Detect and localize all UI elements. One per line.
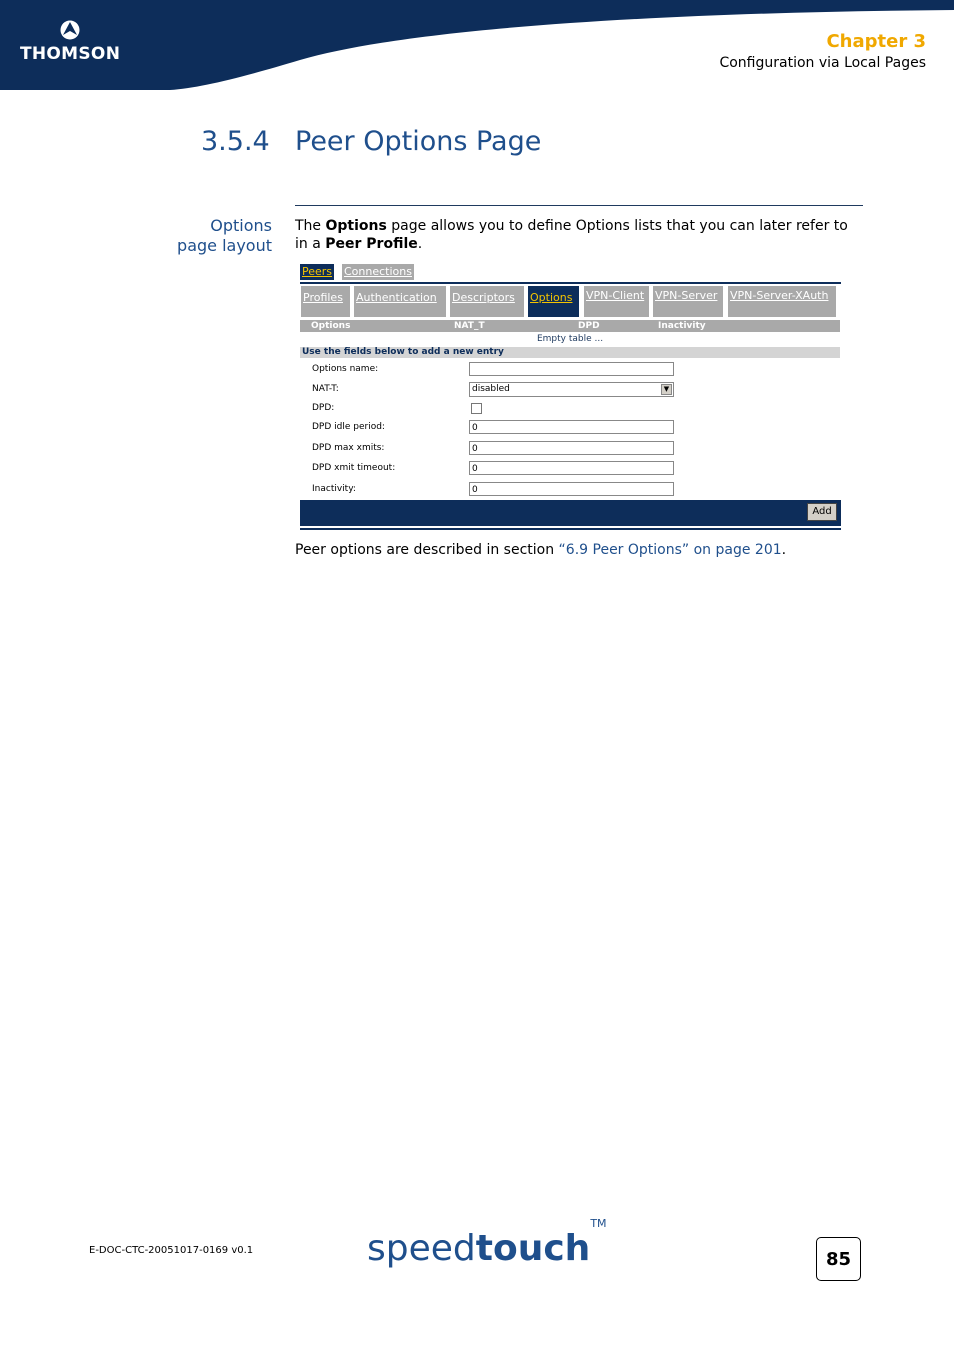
subtab-vpn-server[interactable] xyxy=(653,286,723,317)
sidebar-heading-line-1: Options xyxy=(210,216,272,235)
page-number: 85 xyxy=(816,1237,861,1281)
add-entry-bar: Use the fields below to add a new entry xyxy=(300,347,840,358)
closing-text: Peer options are described in section xyxy=(295,542,559,558)
subtab-options[interactable]: Options xyxy=(528,286,579,317)
subtab-vpn-client[interactable] xyxy=(584,286,649,317)
intro-bold-options: Options xyxy=(325,218,387,234)
chevron-down-icon[interactable]: ▼ xyxy=(661,384,672,395)
subtab-vpn-server-xauth[interactable] xyxy=(728,286,836,317)
action-bar xyxy=(300,500,841,528)
subtab-vpn-client-label: VPN-Client xyxy=(586,289,645,302)
table-header xyxy=(300,320,840,332)
thomson-logo xyxy=(20,20,120,64)
subtab-profiles[interactable]: Profiles xyxy=(301,286,350,317)
intro-text-1: The xyxy=(295,218,326,234)
empty-table-text: Empty table ... xyxy=(536,334,604,344)
closing-end: . xyxy=(781,542,787,558)
label-options-name: Options name: xyxy=(312,364,379,374)
col-options: Options xyxy=(311,321,351,331)
subtab-vpn-server-label: VPN-Server xyxy=(655,289,718,302)
chapter-label: Chapter 3 xyxy=(826,31,926,52)
nat-t-select[interactable] xyxy=(469,382,674,397)
section-rule xyxy=(295,205,863,206)
chapter-subtitle: Configuration via Local Pages xyxy=(719,55,926,71)
cross-reference-link[interactable]: “6.9 Peer Options” on page 201 xyxy=(558,542,782,558)
closing-paragraph xyxy=(295,541,865,559)
label-dpd-idle: DPD idle period: xyxy=(312,422,385,432)
options-name-input[interactable] xyxy=(469,362,674,376)
sidebar-heading-line-2: page layout xyxy=(177,236,272,255)
dpd-checkbox[interactable] xyxy=(471,403,482,414)
tab-peers[interactable]: Peers xyxy=(302,265,333,278)
speedtouch-logo xyxy=(367,1217,607,1269)
section-number: 3.5.4 xyxy=(201,126,270,157)
nat-t-value: disabled xyxy=(472,384,510,394)
thomson-logo-icon xyxy=(59,20,81,40)
brand-bold: touch xyxy=(475,1228,591,1269)
col-nat-t: NAT_T xyxy=(454,321,485,331)
dpd-max-input[interactable]: 0 xyxy=(469,441,674,455)
add-button[interactable]: Add xyxy=(807,503,837,521)
sidebar-heading xyxy=(177,216,272,256)
dpd-idle-input[interactable]: 0 xyxy=(469,420,674,434)
subtab-descriptors[interactable]: Descriptors xyxy=(450,286,524,317)
dpd-timeout-input[interactable]: 0 xyxy=(469,461,674,475)
intro-text-3: . xyxy=(417,236,423,252)
label-nat-t: NAT-T: xyxy=(312,384,339,394)
intro-text-2: page allows you to define Options lists that you can later refer to in a xyxy=(295,218,848,252)
peer-options-screenshot xyxy=(300,262,841,528)
logo-text: THOMSON xyxy=(20,44,121,64)
label-dpd-timeout: DPD xmit timeout: xyxy=(312,463,396,473)
label-dpd-max: DPD max xmits: xyxy=(312,443,385,453)
inactivity-input[interactable]: 0 xyxy=(469,482,674,496)
label-dpd: DPD: xyxy=(312,403,335,413)
nav-divider xyxy=(300,282,841,284)
col-inactivity: Inactivity xyxy=(658,321,706,331)
intro-paragraph xyxy=(295,217,865,253)
subtab-authentication[interactable]: Authentication xyxy=(354,286,446,317)
col-dpd: DPD xyxy=(578,321,600,331)
subtab-vpn-server-xauth-label: VPN-Server-XAuth xyxy=(730,289,829,302)
intro-bold-peer-profile: Peer Profile xyxy=(325,236,418,252)
label-inactivity: Inactivity: xyxy=(312,484,356,494)
brand-light: speed xyxy=(367,1228,476,1269)
brand-trademark: TM xyxy=(590,1217,607,1230)
header-banner xyxy=(0,0,954,95)
section-title: Peer Options Page xyxy=(295,126,542,157)
document-reference: E-DOC-CTC-20051017-0169 v0.1 xyxy=(89,1245,254,1256)
tab-connections[interactable]: Connections xyxy=(344,265,412,278)
